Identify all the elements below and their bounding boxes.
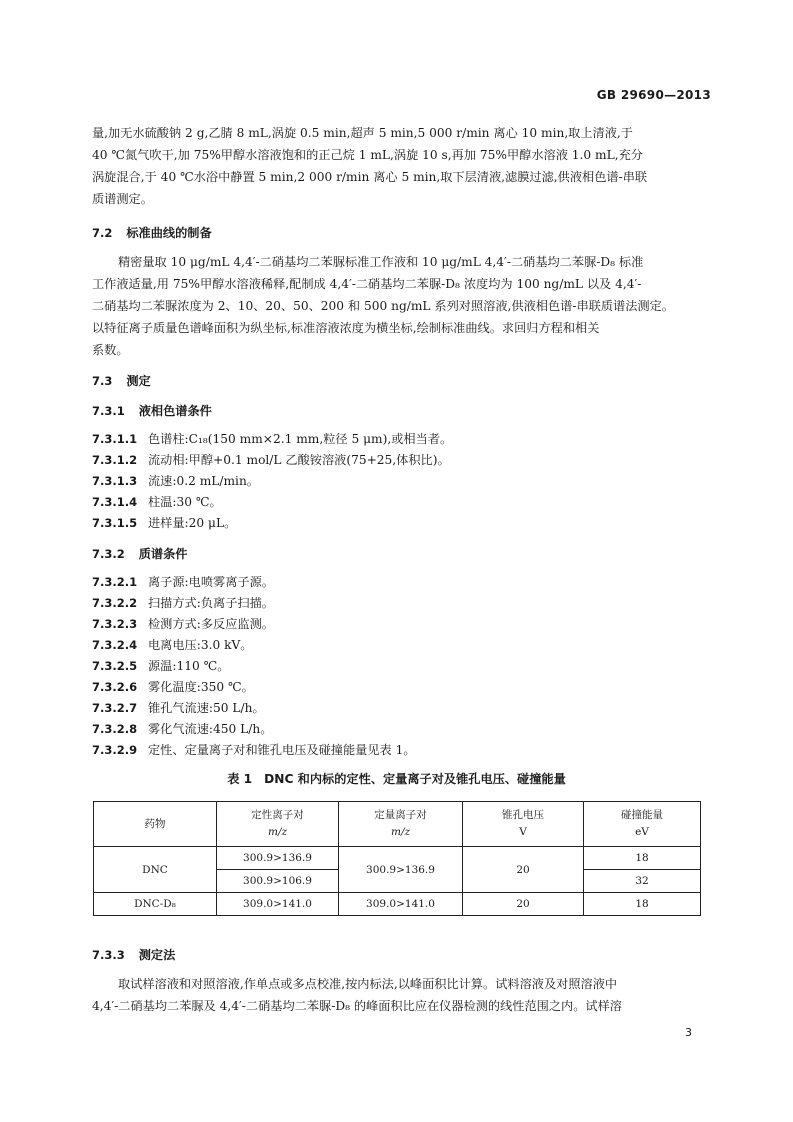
paragraph-line: 质谱测定。 bbox=[92, 192, 153, 206]
section-title: 测定法 bbox=[138, 948, 176, 962]
cell-qual-ion: 300.9>136.9 bbox=[217, 847, 339, 870]
section-7-3-2-heading bbox=[92, 545, 188, 562]
section-number: 7.3 bbox=[92, 374, 113, 388]
section-number: 7.3.3 bbox=[92, 948, 125, 962]
table-row bbox=[94, 847, 701, 870]
paragraph-line: 4,4′-二硝基均二苯脲及 4,4′-二硝基均二苯脲-D₈ 的峰面积比应在仪器检测的线性范围之内。试样溶 bbox=[92, 999, 622, 1013]
header-collision-energy: 碰撞能量 eV bbox=[584, 802, 701, 847]
section-7-3-heading bbox=[92, 372, 151, 389]
cell-collision-energy: 18 bbox=[584, 893, 701, 916]
list-item: 7.3.1.5 进样量:20 μL。 bbox=[92, 516, 237, 530]
section-7-2-paragraph bbox=[92, 251, 700, 361]
cell-quant-ion: 300.9>136.9 bbox=[339, 847, 463, 893]
paragraph-line: 二硝基均二苯脲浓度为 2、10、20、50、200 和 500 ng/mL 系列对照溶液,供液相色谱-串联质谱法测定。 bbox=[92, 299, 674, 313]
list-item: 7.3.2.3 检测方式:多反应监测。 bbox=[92, 617, 274, 631]
ion-pair-table bbox=[93, 801, 701, 916]
header-cone-voltage: 锥孔电压 V bbox=[463, 802, 584, 847]
paragraph-line: 40 ℃氮气吹干,加 75%甲醇水溶液饱和的正己烷 1 mL,涡旋 10 s,再加 75%甲醇水溶液 1.0 mL,充分 bbox=[92, 148, 643, 162]
standard-code: GB 29690—2013 bbox=[596, 88, 711, 102]
cell-collision-energy: 18 bbox=[584, 847, 701, 870]
cell-cone-voltage: 20 bbox=[463, 893, 584, 916]
section-number: 7.3.2 bbox=[92, 547, 125, 561]
list-item: 7.3.1.3 流速:0.2 mL/min。 bbox=[92, 474, 259, 488]
paragraph-line: 涡旋混合,于 40 ℃水浴中静置 5 min,2 000 r/min 离心 5 min,取下层清液,滤膜过滤,供液相色谱-串联 bbox=[92, 170, 648, 184]
section-7-3-3-heading bbox=[92, 946, 175, 963]
list-item: 7.3.2.9 定性、定量离子对和锥孔电压及碰撞能量见表 1。 bbox=[92, 743, 416, 757]
paragraph-line: 系数。 bbox=[92, 343, 129, 357]
list-item: 7.3.2.7 锥孔气流速:50 L/h。 bbox=[92, 701, 265, 715]
list-item: 7.3.1.1 色谱柱:C₁₈(150 mm×2.1 mm,粒径 5 μm),或相当者。 bbox=[92, 432, 453, 446]
header-quantitative-ion: 定量离子对 m/z bbox=[339, 802, 463, 847]
paragraph-line: 精密量取 10 μg/mL 4,4′-二硝基均二苯脲标准工作液和 10 μg/mL 4,4′-二硝基均二苯脲-D₈ 标准 bbox=[118, 255, 644, 269]
cell-drug-dnc-d8: DNC-D₈ bbox=[94, 893, 217, 916]
section-title: 标准曲线的制备 bbox=[126, 226, 212, 240]
section-7-3-1-heading bbox=[92, 402, 212, 419]
section-number: 7.2 bbox=[92, 226, 113, 240]
paragraph-line: 量,加无水硫酸钠 2 g,乙腈 8 mL,涡旋 0.5 min,超声 5 min,5 000 r/min 离心 10 min,取上清液,于 bbox=[92, 126, 633, 140]
list-item: 7.3.1.4 柱温:30 ℃。 bbox=[92, 495, 222, 509]
list-item: 7.3.2.4 电离电压:3.0 kV。 bbox=[92, 638, 253, 652]
list-item: 7.3.2.5 源温:110 ℃。 bbox=[92, 659, 230, 673]
section-title: 液相色谱条件 bbox=[138, 404, 212, 418]
section-number: 7.3.1 bbox=[92, 404, 125, 418]
table-caption-title: DNC 和内标的定性、定量离子对及锥孔电压、碰撞能量 bbox=[264, 772, 566, 786]
table-header-row bbox=[94, 802, 701, 847]
list-item: 7.3.2.8 雾化气流速:450 L/h。 bbox=[92, 722, 273, 736]
table-row bbox=[94, 893, 701, 916]
paragraph-line: 以特征离子质量色谱峰面积为纵坐标,标准溶液浓度为横坐标,绘制标准曲线。求回归方程和相关 bbox=[92, 321, 600, 335]
cell-qual-ion: 309.0>141.0 bbox=[217, 893, 339, 916]
paragraph-line: 工作液适量,用 75%甲醇水溶液稀释,配制成 4,4′-二硝基均二苯脲-D₈ 浓度均为 100 ng/mL 以及 4,4′- bbox=[92, 277, 642, 291]
section-7-3-3-paragraph bbox=[92, 973, 700, 1017]
table-caption-label: 表 1 bbox=[227, 772, 253, 786]
cell-quant-ion: 309.0>141.0 bbox=[339, 893, 463, 916]
list-item: 7.3.2.1 离子源:电喷雾离子源。 bbox=[92, 575, 274, 589]
list-item: 7.3.2.6 雾化温度:350 ℃。 bbox=[92, 680, 254, 694]
cell-drug-dnc: DNC bbox=[94, 847, 217, 893]
header-qualitative-ion: 定性离子对 m/z bbox=[217, 802, 339, 847]
header-drug: 药物 bbox=[94, 802, 217, 847]
intro-paragraph bbox=[92, 122, 700, 210]
section-title: 测定 bbox=[126, 374, 151, 388]
cell-cone-voltage: 20 bbox=[463, 847, 584, 893]
paragraph-line: 取试样溶液和对照溶液,作单点或多点校准,按内标法,以峰面积比计算。试料溶液及对照溶液中 bbox=[118, 977, 618, 991]
cell-collision-energy: 32 bbox=[584, 870, 701, 893]
section-title: 质谱条件 bbox=[138, 547, 188, 561]
page-number: 3 bbox=[685, 1026, 692, 1039]
table-caption bbox=[0, 770, 793, 787]
section-7-2-heading bbox=[92, 224, 212, 241]
cell-qual-ion: 300.9>106.9 bbox=[217, 870, 339, 893]
list-item: 7.3.2.2 扫描方式:负离子扫描。 bbox=[92, 596, 274, 610]
list-item: 7.3.1.2 流动相:甲醇+0.1 mol/L 乙酸铵溶液(75+25,体积比)。 bbox=[92, 453, 450, 467]
